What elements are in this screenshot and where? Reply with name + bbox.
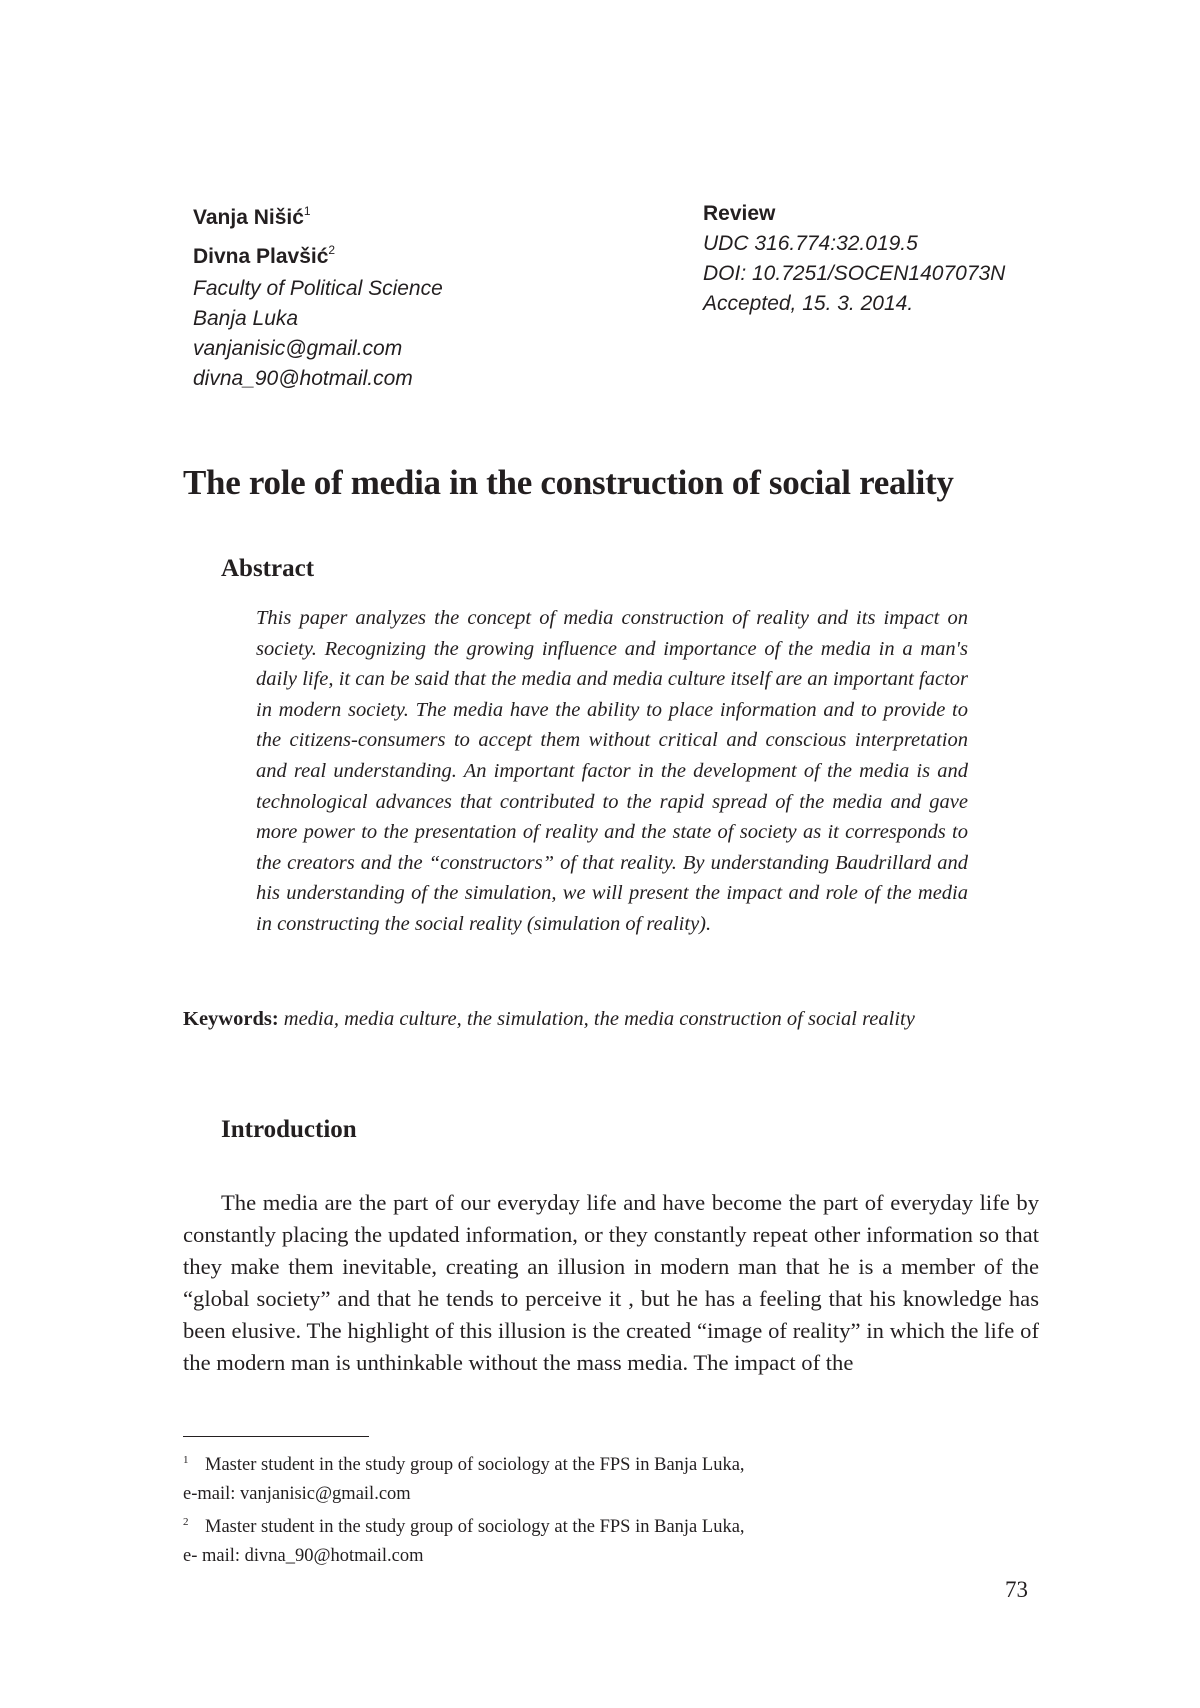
author-name: Vanja Nišić$^1$ [193,204,311,229]
accepted-date: Accepted, 15. 3. 2014. [703,292,914,315]
footnote-line: 2 Master student in the study group of sociology at the FPS in Banja Luka, [183,1508,745,1542]
footnote-line: 1 Master student in the study group of sociology at the FPS in Banja Luka, [183,1446,745,1480]
introduction-heading: Introduction [221,1116,357,1143]
affiliation-city: Banja Luka [193,307,299,330]
article-type: Review [703,202,776,225]
keywords-line [183,1008,915,1031]
author-email: vanjanisic@gmail.com [193,337,403,360]
footnote-line: e- mail: divna_90@hotmail.com [183,1545,424,1566]
keywords-text: media, media culture, the simulation, the media construction of social reality [283,1008,915,1030]
abstract-text: This paper analyzes the concept of media construction of reality and its impact on society. Recognizing the growing influence and importance of the media in a man's daily life, it can be said that the media and media culture itself are an important factor in modern society. The media have the ability to place information and to provide to the citizens-consumers to accept them without critical and conscious interpretation and real understanding. An important factor in the development of the media is and technological advances that contributed to the rapid spread of the media and gave more power to the presentation of reality and the state of society as it corresponds to the creators and the “constructors” of that reality. By understanding Baudrillard and his understanding of the simulation, we will present the impact and role of the media in constructing the social reality (simulation of reality). [256,607,968,935]
footnote-number: 2 [183,1516,189,1528]
keywords-label: Keywords: [183,1008,279,1030]
footnote-line: e-mail: vanjanisic@gmail.com [183,1483,411,1504]
author-name: Divna Plavšić$^2$ [193,243,336,268]
footnote-marker: 2 [328,243,336,257]
footnotes [183,1446,745,1570]
abstract-heading: Abstract [221,555,315,582]
footnote-number: 1 [183,1454,189,1466]
affiliation-institution: Faculty of Political Science [193,277,443,300]
author-block [193,196,443,394]
author-email: divna_90@hotmail.com [193,367,413,390]
footnote-marker: 1 [303,204,311,218]
page-number: 73 [1005,1577,1028,1602]
doi: DOI: 10.7251/SOCEN1407073N [703,262,1006,285]
footnote-divider [183,1436,369,1437]
article-title: The role of media in the construction of social reality [183,463,954,502]
udc-code: UDC 316.774:32.019.5 [703,232,918,255]
introduction-text: The media are the part of our everyday life and have become the part of everyday life by constantly placing the updated information, or they constantly repeat other information so that they make them inevitable, creating an illusion in modern man that he is a member of the “global society” and that he tends to perceive it , but he has a feeling that his knowledge has been elusive. The highlight of this illusion is the created “image of reality” in which the life of the modern man is unthinkable without the mass media. The impact of the [183,1190,1039,1375]
article-info-block [703,199,1005,319]
